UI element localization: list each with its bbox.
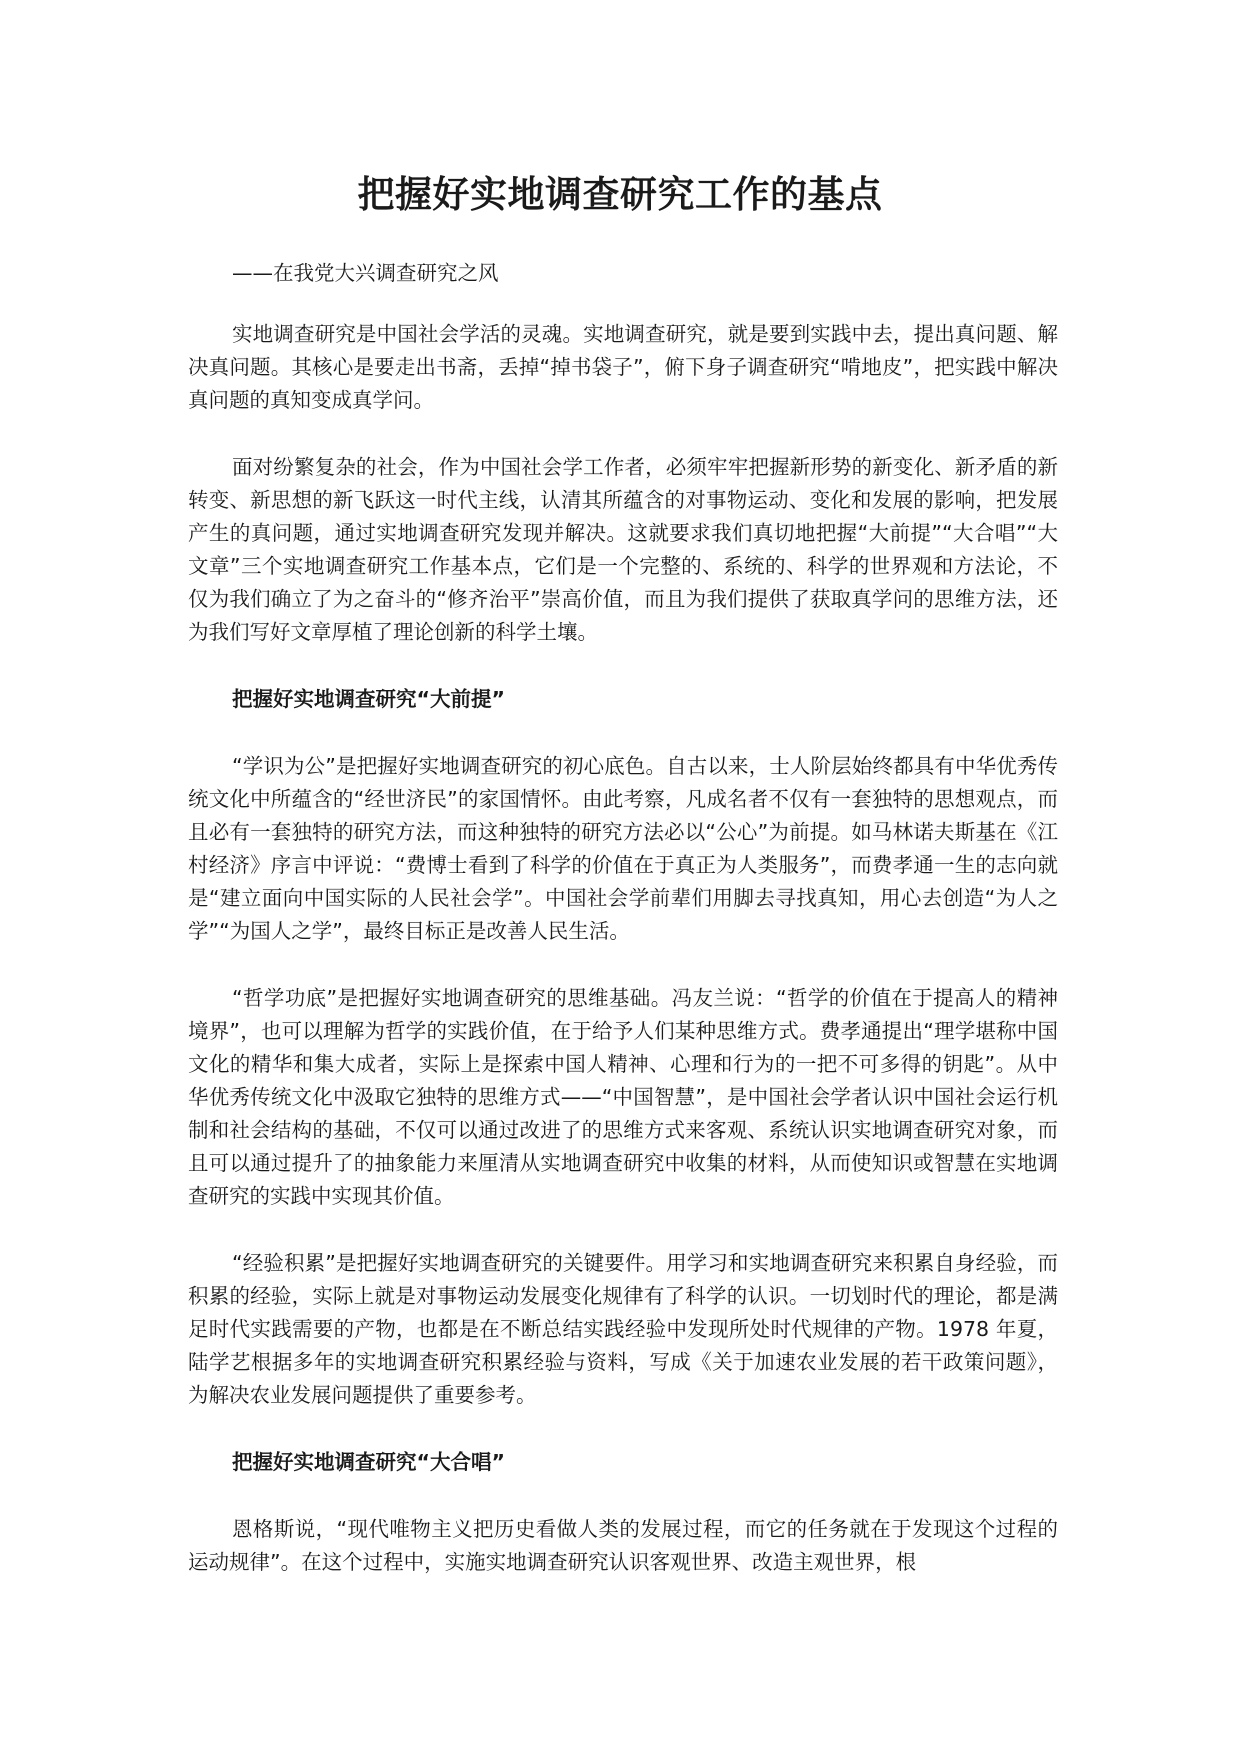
body-paragraph: “学识为公”是把握好实地调查研究的初心底色。自古以来，士人阶层始终都具有中华优秀传统文化中所蕴含的“经世济民”的家国情怀。由此考察，凡成名者不仅有一套独特的思想观点，而且必有一套独特的研究方法，而这种独特的研究方法必以“公心”为前提。如马林诺夫斯基在《江村经济》序言中评说：“费博士看到了科学的价值在于真正为人类服务”，而费孝通一生的志向就是“建立面向中国实际的人民社会学”。中国社会学前辈们用脚去寻找真知，用心去创造“为人之学”“为国人之学”，最终目标正是改善人民生活。 [188, 754, 1058, 943]
document-title: 把握好实地调查研究工作的基点 [357, 173, 883, 216]
body-paragraph: 恩格斯说，“现代唯物主义把历史看做人类的发展过程，而它的任务就在于发现这个过程的运动规律”。在这个过程中，实施实地调查研究认识客观世界、改造主观世界，根 [188, 1517, 1058, 1574]
document-body [188, 318, 1058, 1613]
section-heading: 把握好实地调查研究“大合唱” [232, 1450, 505, 1474]
body-paragraph: “经验积累”是把握好实地调查研究的关键要件。用学习和实地调查研究来积累自身经验，而积累的经验，实际上就是对事物运动发展变化规律有了科学的认识。一切划时代的理论，都是满足时代实践需要的产物，也都是在不断总结实践经验中发现所处时代规律的产物。1978 年夏，陆学艺根据多年的实地调查研究积累经验与资料，写成《关于加速农业发展的若干政策问题》，为解决农业发展问题提供了重要参考。 [188, 1251, 1058, 1407]
intro-paragraph: 实地调查研究是中国社会学活的灵魂。实地调查研究，就是要到实践中去，提出真问题、解决真问题。其核心是要走出书斋，丢掉“掉书袋子”，俯下身子调查研究“啃地皮”，把实践中解决真问题的真知变成真学问。 [188, 322, 1058, 412]
section-heading: 把握好实地调查研究“大前提” [232, 687, 505, 711]
document-subtitle: ——在我党大兴调查研究之风 [232, 261, 499, 285]
intro-paragraph: 面对纷繁复杂的社会，作为中国社会学工作者，必须牢牢把握新形势的新变化、新矛盾的新转变、新思想的新飞跃这一时代主线，认清其所蕴含的对事物运动、变化和发展的影响，把发展产生的真问题，通过实地调查研究发现并解决。这就要求我们真切地把握“大前提”“大合唱”“大文章”三个实地调查研究工作基本点，它们是一个完整的、系统的、科学的世界观和方法论，不仅为我们确立了为之奋斗的“修齐治平”崇高价值，而且为我们提供了获取真学问的思维方法，还为我们写好文章厚植了理论创新的科学土壤。 [188, 455, 1058, 644]
body-paragraph: “哲学功底”是把握好实地调查研究的思维基础。冯友兰说：“哲学的价值在于提高人的精神境界”，也可以理解为哲学的实践价值，在于给予人们某种思维方式。费孝通提出“理学堪称中国文化的精华和集大成者，实际上是探索中国人精神、心理和行为的一把不可多得的钥匙”。从中华优秀传统文化中汲取它独特的思维方式——“中国智慧”，是中国社会学者认识中国社会运行机制和社会结构的基础，不仅可以通过改进了的思维方式来客观、系统认识实地调查研究对象，而且可以通过提升了的抽象能力来厘清从实地调查研究中收集的材料，从而使知识或智慧在实地调查研究的实践中实现其价值。 [188, 986, 1058, 1208]
